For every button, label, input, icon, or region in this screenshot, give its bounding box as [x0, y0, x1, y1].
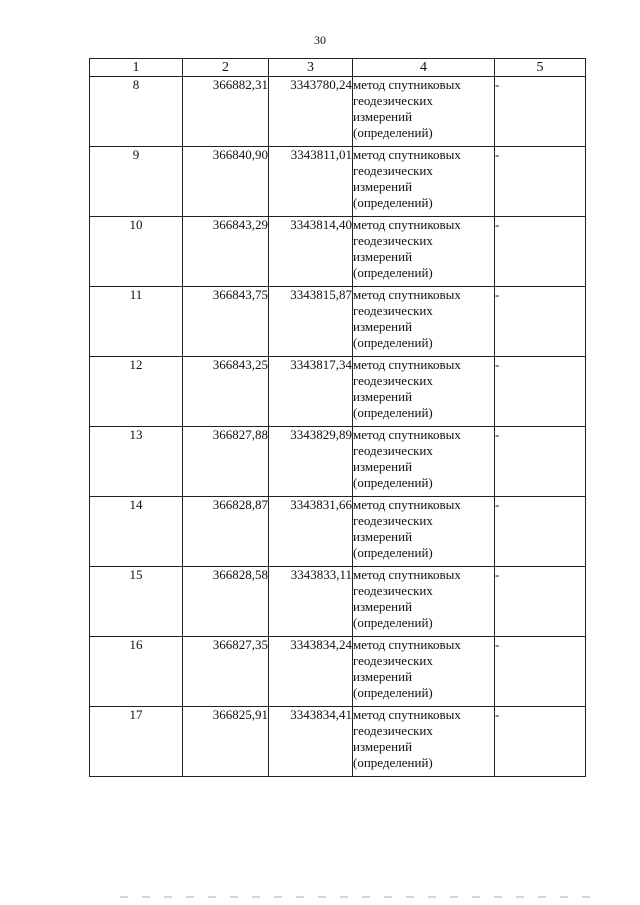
- note-cell: -: [495, 567, 586, 637]
- column-header: 1: [90, 59, 183, 77]
- y-coordinate-cell: 3343814,40: [269, 217, 353, 287]
- x-coordinate-cell: 366828,87: [183, 497, 269, 567]
- column-header: 3: [269, 59, 353, 77]
- point-number-cell: 16: [90, 637, 183, 707]
- method-cell: метод спутниковых геодезических измерений (определений): [353, 707, 495, 777]
- note-cell: -: [495, 637, 586, 707]
- note-cell: -: [495, 497, 586, 567]
- y-coordinate-cell: 3343811,01: [269, 147, 353, 217]
- x-coordinate-cell: 366827,35: [183, 637, 269, 707]
- column-header: 5: [495, 59, 586, 77]
- note-cell: -: [495, 427, 586, 497]
- note-cell: -: [495, 357, 586, 427]
- coordinates-table: [89, 58, 586, 777]
- table-header-row: [90, 59, 586, 77]
- x-coordinate-cell: 366882,31: [183, 77, 269, 147]
- method-cell: метод спутниковых геодезических измерений (определений): [353, 287, 495, 357]
- table-row: [90, 637, 586, 707]
- x-coordinate-cell: 366827,88: [183, 427, 269, 497]
- y-coordinate-cell: 3343829,89: [269, 427, 353, 497]
- table-row: [90, 287, 586, 357]
- table-row: [90, 707, 586, 777]
- y-coordinate-cell: 3343817,34: [269, 357, 353, 427]
- point-number-cell: 15: [90, 567, 183, 637]
- table-row: [90, 147, 586, 217]
- method-cell: метод спутниковых геодезических измерений (определений): [353, 357, 495, 427]
- method-cell: метод спутниковых геодезических измерений (определений): [353, 637, 495, 707]
- x-coordinate-cell: 366843,25: [183, 357, 269, 427]
- method-cell: метод спутниковых геодезических измерений (определений): [353, 217, 495, 287]
- method-cell: метод спутниковых геодезических измерений (определений): [353, 567, 495, 637]
- point-number-cell: 14: [90, 497, 183, 567]
- scan-artifact: [120, 896, 590, 898]
- x-coordinate-cell: 366843,75: [183, 287, 269, 357]
- y-coordinate-cell: 3343834,24: [269, 637, 353, 707]
- table-body: [90, 77, 586, 777]
- point-number-cell: 12: [90, 357, 183, 427]
- y-coordinate-cell: 3343815,87: [269, 287, 353, 357]
- table-row: [90, 77, 586, 147]
- point-number-cell: 13: [90, 427, 183, 497]
- point-number-cell: 10: [90, 217, 183, 287]
- note-cell: -: [495, 707, 586, 777]
- point-number-cell: 17: [90, 707, 183, 777]
- y-coordinate-cell: 3343833,11: [269, 567, 353, 637]
- note-cell: -: [495, 287, 586, 357]
- x-coordinate-cell: 366828,58: [183, 567, 269, 637]
- method-cell: метод спутниковых геодезических измерений (определений): [353, 427, 495, 497]
- table-row: [90, 427, 586, 497]
- method-cell: метод спутниковых геодезических измерений (определений): [353, 497, 495, 567]
- y-coordinate-cell: 3343831,66: [269, 497, 353, 567]
- x-coordinate-cell: 366843,29: [183, 217, 269, 287]
- note-cell: -: [495, 147, 586, 217]
- x-coordinate-cell: 366825,91: [183, 707, 269, 777]
- method-cell: метод спутниковых геодезических измерений (определений): [353, 147, 495, 217]
- table-row: [90, 567, 586, 637]
- table-row: [90, 497, 586, 567]
- table-row: [90, 217, 586, 287]
- note-cell: -: [495, 217, 586, 287]
- y-coordinate-cell: 3343780,24: [269, 77, 353, 147]
- y-coordinate-cell: 3343834,41: [269, 707, 353, 777]
- note-cell: -: [495, 77, 586, 147]
- x-coordinate-cell: 366840,90: [183, 147, 269, 217]
- point-number-cell: 8: [90, 77, 183, 147]
- method-cell: метод спутниковых геодезических измерений (определений): [353, 77, 495, 147]
- point-number-cell: 11: [90, 287, 183, 357]
- point-number-cell: 9: [90, 147, 183, 217]
- table-row: [90, 357, 586, 427]
- column-header: 4: [353, 59, 495, 77]
- page-number: 30: [314, 33, 326, 47]
- column-header: 2: [183, 59, 269, 77]
